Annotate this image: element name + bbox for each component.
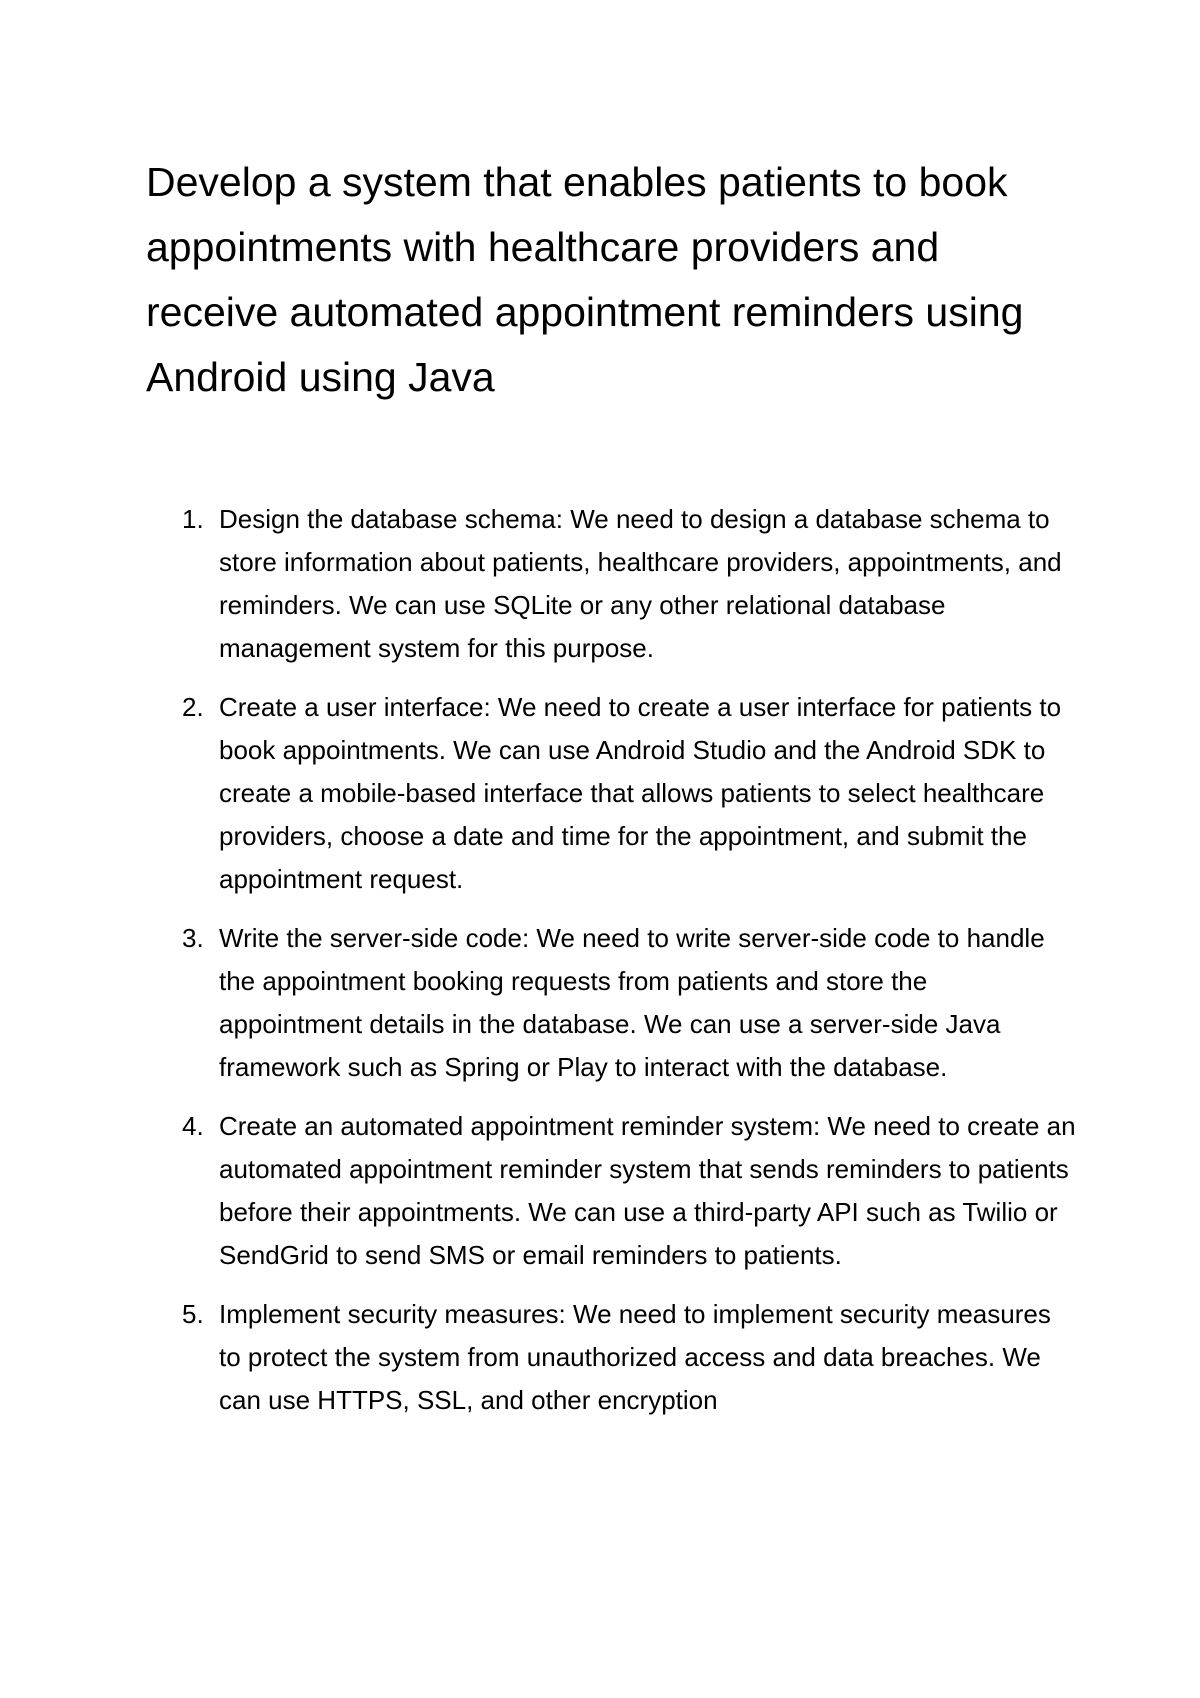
list-item-number: 2. [182,692,204,722]
list-item-number: 3. [182,923,204,953]
list-item-text: Implement security measures: We need to implement security measures to protect the system from unauthorized access and data breaches. We can use HTTPS, SSL, and other encryption [219,1299,1051,1415]
steps-list [146,498,1076,1438]
document-title: Develop a system that enables patients to book appointments with healthcare providers and receive automated appointment reminders using Android using Java [146,159,1024,400]
list-item [146,1293,1076,1422]
list-item [146,1105,1076,1277]
list-item-number: 1. [182,504,204,534]
list-item-text: Create a user interface: We need to create a user interface for patients to book appointments. We can use Android Studio and the Android SDK to create a mobile-based interface that allows patients to select healthcare providers, choose a date and time for the appointment, and submit the appointment request. [219,692,1062,894]
list-item-number: 4. [182,1111,204,1141]
list-item [146,498,1076,670]
list-item [146,686,1076,901]
list-item [146,917,1076,1089]
list-item-text: Write the server-side code: We need to write server-side code to handle the appointment booking requests from patients and store the appointment details in the database. We can use a server-side Java framework such as Spring or Play to interact with the database. [219,923,1045,1082]
list-item-text: Design the database schema: We need to design a database schema to store information about patients, healthcare providers, appointments, and reminders. We can use SQLite or any other relational database management system for this purpose. [219,504,1062,663]
list-item-text: Create an automated appointment reminder system: We need to create an automated appointment reminder system that sends reminders to patients before their appointments. We can use a third-party API such as Twilio or SendGrid to send SMS or email reminders to patients. [219,1111,1076,1270]
list-item-number: 5. [182,1299,204,1329]
